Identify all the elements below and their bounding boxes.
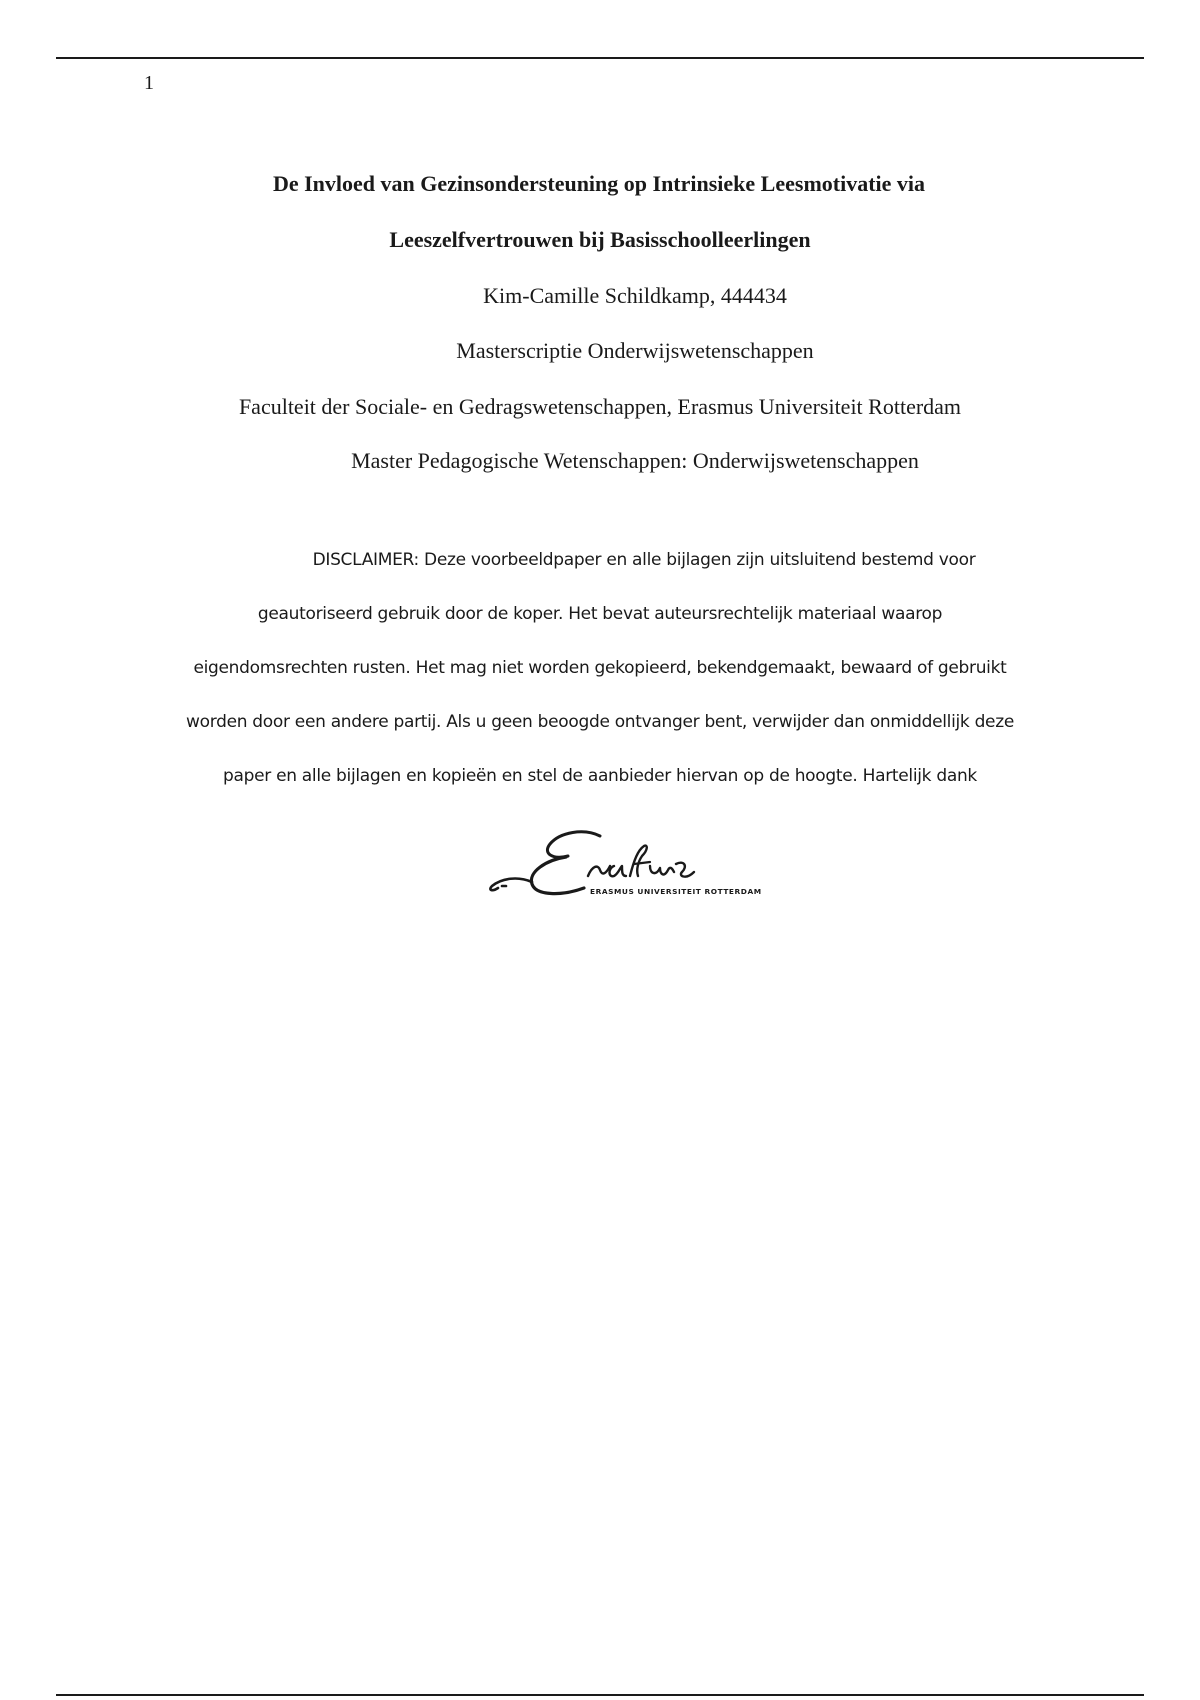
erasmus-logo: [488, 826, 798, 906]
disclaimer-line: DISCLAIMER: Deze voorbeeldpaper en alle bijlagen zijn uitsluitend bestemd voor: [312, 550, 976, 570]
document-title-line-2: Leeszelfvertrouwen bij Basisschoolleerlingen: [389, 227, 811, 252]
master-program-line: Master Pedagogische Wetenschappen: Onderwijswetenschappen: [351, 448, 919, 473]
header-rule: [56, 57, 1144, 59]
disclaimer-line: worden door een andere partij. Als u geen beoogde ontvanger bent, verwijder dan onmiddellijk deze: [185, 712, 1014, 732]
disclaimer-line: geautoriseerd gebruik door de koper. Het bevat auteursrechtelijk materiaal waarop: [257, 604, 943, 624]
disclaimer-line: eigendomsrechten rusten. Het mag niet worden gekopieerd, bekendgemaakt, bewaard of gebruikt: [193, 658, 1007, 678]
page-number: 1: [144, 72, 154, 94]
logo-caption: ERASMUS UNIVERSITEIT ROTTERDAM: [590, 887, 762, 896]
author-line: Kim-Camille Schildkamp, 444434: [483, 283, 787, 308]
disclaimer-line: paper en alle bijlagen en kopieën en stel de aanbieder hiervan op de hoogte. Hartelijk dank: [223, 766, 977, 786]
document-title-line-1: De Invloed van Gezinsondersteuning op Intrinsieke Leesmotivatie via: [272, 171, 926, 196]
footer-rule: [56, 1694, 1144, 1696]
thesis-type-line: Masterscriptie Onderwijswetenschappen: [456, 338, 814, 363]
faculty-line: Faculteit der Sociale- en Gedragswetenschappen, Erasmus Universiteit Rotterdam: [238, 394, 962, 419]
